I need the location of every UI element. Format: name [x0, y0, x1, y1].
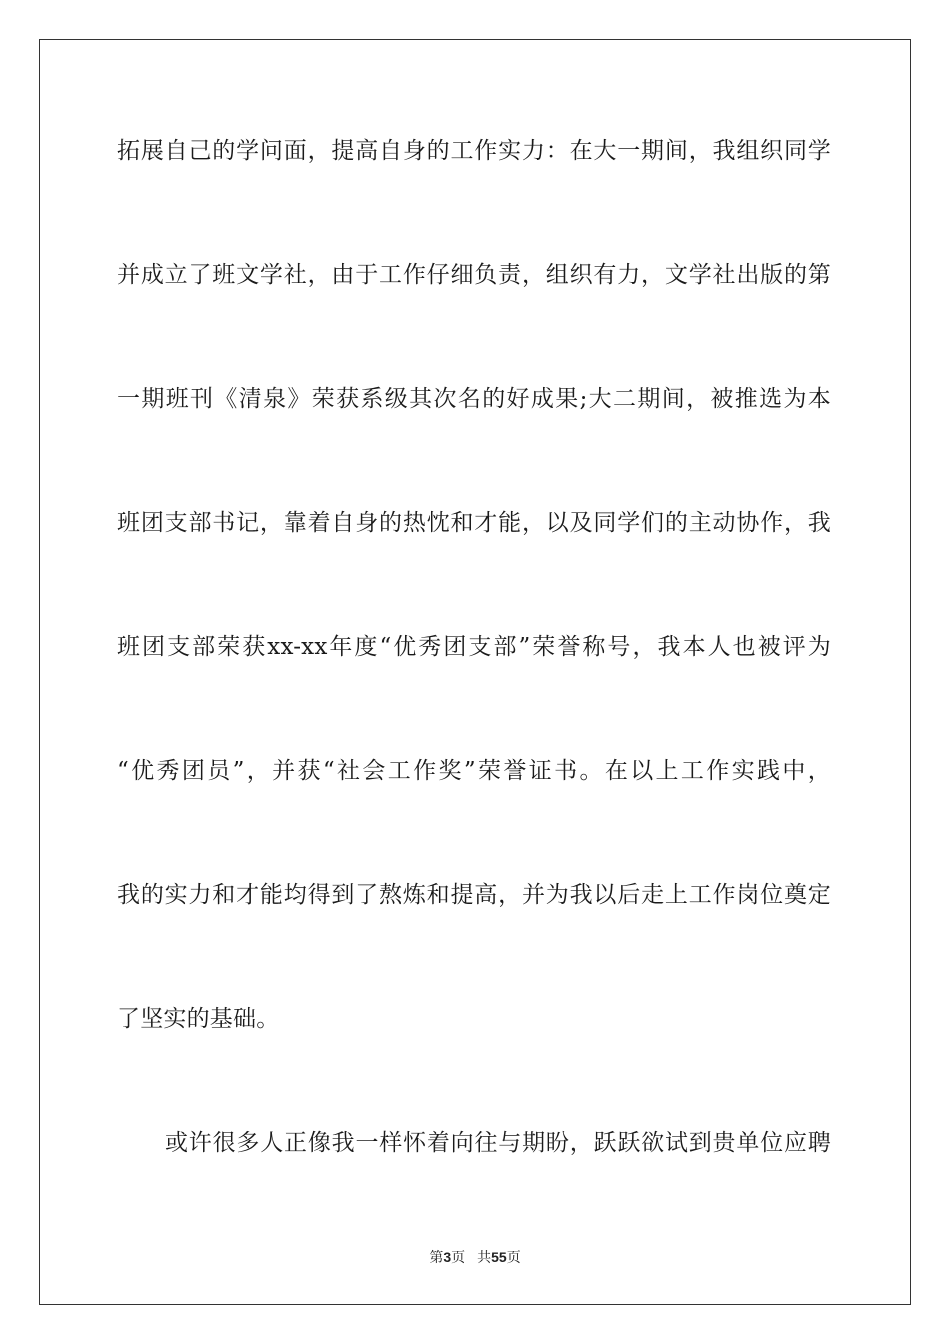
page-number: 3: [443, 1249, 452, 1265]
page-footer: [0, 1248, 950, 1267]
page-border: [39, 39, 911, 1305]
paragraph-line: 一期班刊《清泉》荣获系级其次名的好成果;大二期间，被推选为本: [117, 386, 831, 412]
paragraph-line: 或许很多人正像我一样怀着向往与期盼，跃跃欲试到贵单位应聘: [165, 1130, 831, 1156]
paragraph-line: 并成立了班文学社，由于工作仔细负责，组织有力，文学社出版的第: [117, 262, 831, 288]
paragraph-line: 班团支部书记，靠着自身的热忱和才能，以及同学们的主动协作，我: [117, 510, 831, 536]
paragraph-line: 我的实力和才能均得到了熬炼和提高，并为我以后走上工作岗位奠定: [117, 882, 831, 908]
paragraph-line: 班团支部荣获xx-xx年度“优秀团支部”荣誉称号，我本人也被评为: [117, 634, 831, 660]
page-label-prefix: 第: [429, 1250, 444, 1266]
total-pages: 55: [491, 1249, 507, 1265]
paragraph-line: “优秀团员”，并获“社会工作奖”荣誉证书。在以上工作实践中，: [117, 758, 831, 784]
total-label-suffix: 页: [506, 1250, 521, 1266]
total-label-prefix: 共: [477, 1250, 492, 1266]
page-label-suffix: 页: [451, 1250, 466, 1266]
paragraph-line: 拓展自己的学问面，提高自身的工作实力：在大一期间，我组织同学: [117, 138, 831, 164]
paragraph-line: 了坚实的基础。: [117, 1006, 280, 1032]
